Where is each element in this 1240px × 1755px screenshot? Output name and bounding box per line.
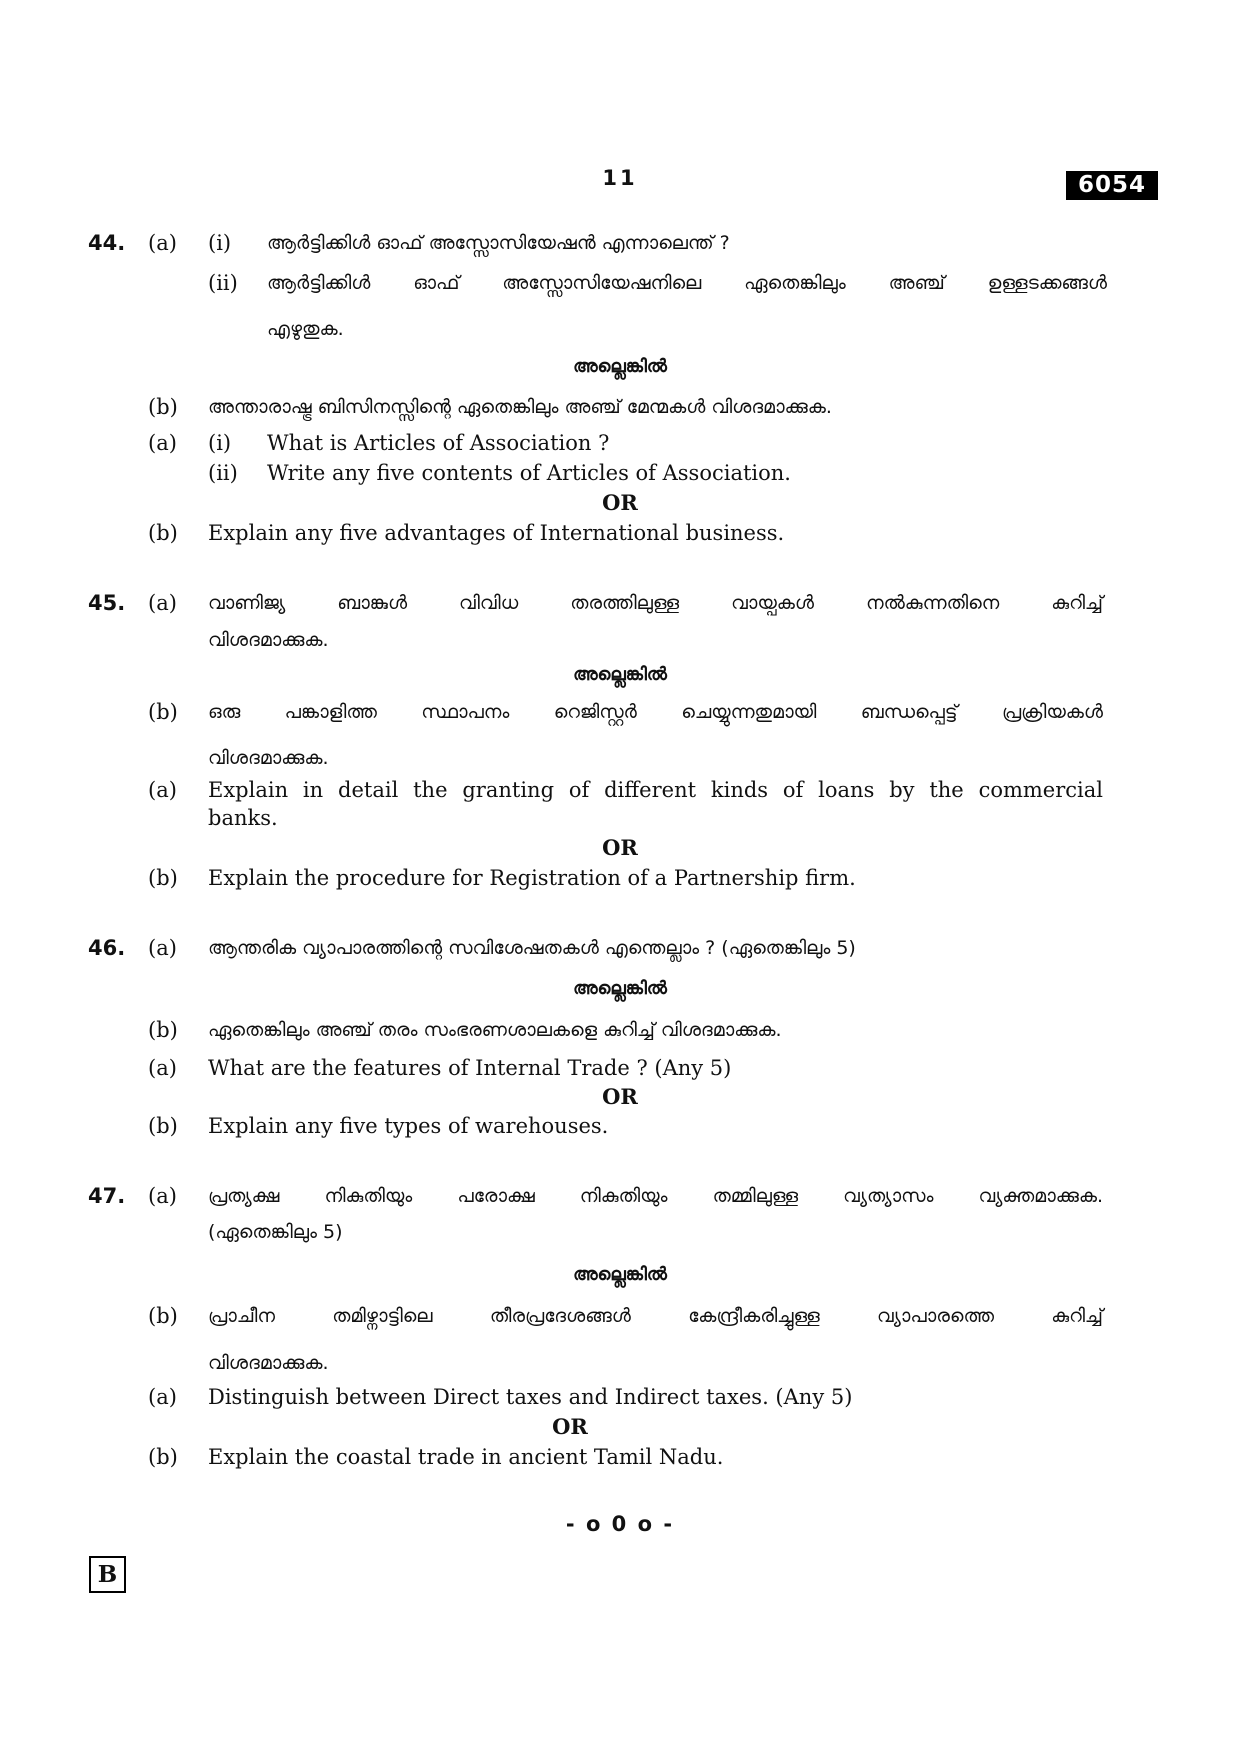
- option-label: (b): [148, 1445, 178, 1469]
- page-number: 11: [602, 166, 638, 190]
- malayalam-text: വാണിജ്യ ബാങ്കുൾ വിവിധ തരത്തിലുള്ള വായ്പകൾ നൽകുന്നതിനെ കുറിച്ച്: [208, 592, 1103, 614]
- option-label: (a): [148, 1056, 177, 1080]
- malayalam-text: ഒരു പങ്കാളിത്ത സ്ഥാപനം റെജിസ്റ്റർ ചെയ്യുന്നതുമായി ബന്ധപ്പെട്ട് പ്രക്രിയകൾ: [208, 701, 1103, 723]
- option-label: (b): [148, 700, 178, 724]
- option-label: (a): [148, 1184, 177, 1208]
- english-text: Explain any five types of warehouses.: [208, 1114, 609, 1138]
- malayalam-text: വിശദമാക്കുക.: [208, 747, 329, 769]
- option-label: (a): [148, 1385, 177, 1409]
- english-text: What are the features of Internal Trade ? (Any 5): [208, 1056, 732, 1080]
- malayalam-text: പ്രാചീന തമിഴ്നാട്ടിലെ തീരപ്രദേശങ്ങൾ കേന്ദ്രീകരിച്ചുള്ള വ്യാപാരത്തെ കുറിച്ച്: [208, 1305, 1103, 1327]
- option-label: (a): [148, 591, 177, 615]
- or-divider: OR: [602, 490, 638, 515]
- or-divider: OR: [602, 835, 638, 860]
- paper-code-badge: 6054: [1066, 171, 1158, 200]
- option-label: (b): [148, 395, 178, 419]
- series-letter-box: B: [89, 1556, 126, 1593]
- english-text: Explain the coastal trade in ancient Tamil Nadu.: [208, 1445, 724, 1469]
- malayalam-text: ആന്തരിക വ്യാപാരത്തിന്റെ സവിശേഷതകൾ എന്തെല്ലാം ? (ഏതെങ്കിലും 5): [208, 937, 856, 959]
- or-divider: OR: [552, 1414, 588, 1439]
- end-of-paper-mark: - o 0 o -: [565, 1512, 675, 1536]
- malayalam-text: അന്താരാഷ്ട്ര ബിസിനസ്സിന്റെ ഏതെങ്കിലും അഞ്ച് മേന്മകൾ വിശദമാക്കുക.: [208, 396, 832, 418]
- or-divider-malayalam: അല്ലെങ്കിൽ: [573, 978, 667, 999]
- option-label: (b): [148, 866, 178, 890]
- malayalam-text: ആർട്ടിക്കിൾ ഓഫ് അസ്സോസിയേഷനിലെ ഏതെങ്കിലും അഞ്ച് ഉള്ളടക്കങ്ങൾ: [267, 272, 1107, 294]
- option-label: (a): [148, 431, 177, 455]
- question-number: 44.: [88, 231, 126, 255]
- sub-label: (ii): [208, 271, 238, 295]
- sub-label: (i): [208, 231, 232, 255]
- option-label: (b): [148, 1018, 178, 1042]
- malayalam-text: ഏതെങ്കിലും അഞ്ച് തരം സംഭരണശാലകളെ കുറിച്ച് വിശദമാക്കുക.: [208, 1019, 782, 1041]
- english-text: Write any five contents of Articles of Association.: [267, 461, 791, 485]
- english-text: Explain in detail the granting of different kinds of loans by the commercial: [208, 778, 1103, 802]
- english-text: Explain the procedure for Registration of a Partnership firm.: [208, 866, 856, 890]
- malayalam-text: എഴുതുക.: [267, 318, 344, 340]
- or-divider: OR: [602, 1084, 638, 1109]
- malayalam-text: ആർട്ടിക്കിൾ ഓഫ് അസ്സോസിയേഷൻ എന്നാലെന്ത് ?: [267, 232, 730, 254]
- or-divider-malayalam: അല്ലെങ്കിൽ: [573, 664, 667, 685]
- option-label: (a): [148, 231, 177, 255]
- english-text: banks.: [208, 806, 278, 830]
- option-label: (b): [148, 1114, 178, 1138]
- or-divider-malayalam: അല്ലെങ്കിൽ: [573, 356, 667, 377]
- option-label: (a): [148, 778, 177, 802]
- option-label: (a): [148, 936, 177, 960]
- option-label: (b): [148, 521, 178, 545]
- sub-label: (ii): [208, 461, 238, 485]
- malayalam-text: (ഏതെങ്കിലും 5): [208, 1221, 343, 1243]
- sub-label: (i): [208, 431, 232, 455]
- question-number: 47.: [88, 1184, 126, 1208]
- option-label: (b): [148, 1304, 178, 1328]
- question-number: 45.: [88, 591, 126, 615]
- malayalam-text: പ്രത്യക്ഷ നികുതിയും പരോക്ഷ നികുതിയും തമ്മിലുള്ള വ്യത്യാസം വ്യക്തമാക്കുക.: [208, 1185, 1103, 1207]
- english-text: Explain any five advantages of International business.: [208, 521, 785, 545]
- malayalam-text: വിശദമാക്കുക.: [208, 629, 329, 651]
- english-text: What is Articles of Association ?: [267, 431, 610, 455]
- question-number: 46.: [88, 936, 126, 960]
- malayalam-text: വിശദമാക്കുക.: [208, 1352, 329, 1374]
- english-text: Distinguish between Direct taxes and Indirect taxes. (Any 5): [208, 1385, 853, 1409]
- or-divider-malayalam: അല്ലെങ്കിൽ: [573, 1264, 667, 1285]
